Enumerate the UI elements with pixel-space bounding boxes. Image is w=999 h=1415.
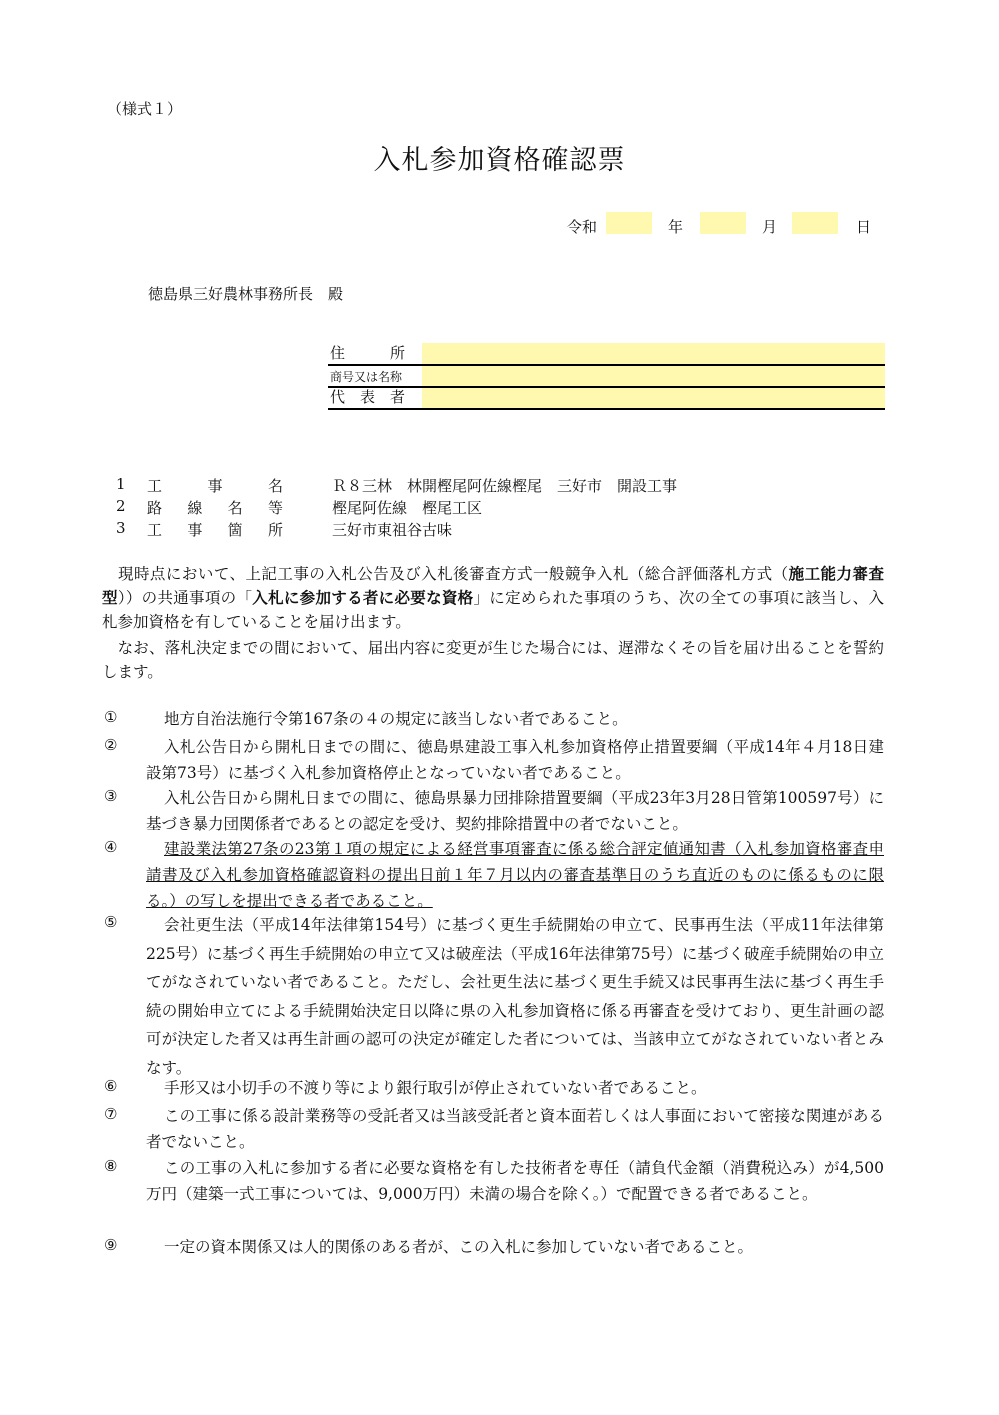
- representative-label: 代 表 者: [330, 388, 406, 406]
- company-name-field[interactable]: [422, 366, 885, 386]
- representative-row: [328, 388, 885, 410]
- date-year-field[interactable]: [606, 212, 652, 234]
- condition-text: この工事に係る設計業務等の受託者又は当該受託者と資本面若しくは人事面において密接な関連がある者でないこと。: [146, 1107, 884, 1151]
- address-label: 住 所: [330, 344, 406, 362]
- condition-number: ⑦: [104, 1105, 118, 1123]
- company-name-label: 商号又は名称: [330, 370, 403, 384]
- condition-number: ③: [104, 787, 118, 805]
- representative-field[interactable]: [422, 388, 885, 408]
- condition-number: ②: [104, 736, 118, 754]
- condition-text: 入札公告日から開札日までの間に、徳島県建設工事入札参加資格停止措置要綱（平成14年４月18日建設第73号）に基づく入札参加資格停止となっていない者であること。: [146, 738, 884, 782]
- address-row: [328, 343, 885, 366]
- project-item-number: 1: [116, 475, 126, 493]
- condition-text: 地方自治法施行令第167条の４の規定に該当しない者であること。: [164, 710, 628, 728]
- condition-number: ⑧: [104, 1157, 118, 1175]
- condition-number: ⑥: [104, 1077, 118, 1095]
- project-item-label: 工 事 箇 所: [147, 521, 283, 539]
- date-month-field[interactable]: [700, 212, 746, 234]
- date-era-label: 令和: [567, 218, 598, 236]
- form-number: （様式１）: [107, 100, 183, 118]
- project-item-number: 2: [116, 497, 126, 515]
- condition-text: 手形又は小切手の不渡り等により銀行取引が停止されていない者であること。: [164, 1079, 707, 1097]
- project-location-value: 三好市東祖谷古味: [332, 521, 453, 539]
- condition-text: 建設業法第27条の23第１項の規定による経営事項審査に係る総合評定値通知書（入札参加資格審査申請書及び入札参加資格確認資料の提出日前１年７月以内の審査基準日のうち直近のものに係るものに限る。）の写しを提出できる者であること。: [146, 840, 884, 910]
- condition-text: 会社更生法（平成14年法律第154号）に基づく更生手続開始の申立て、民事再生法（平成11年法律第225号）に基づく再生手続開始の申立て又は破産法（平成16年法律第75号）に基づく破産手続開始の申立てがなされていない者であること。ただし、会社更生法に基づく更生手続又は民事再生法に基づく再生手続の開始申立てによる手続開始決定日以降に県の入札参加資格に係る再審査を受けており、更生計画の認可が決定した者又は再生計画の認可の決定が確定した者については、当該申立てがなされていない者とみなす。: [146, 916, 884, 1077]
- address-field[interactable]: [422, 343, 885, 364]
- condition-number: ④: [104, 838, 118, 856]
- company-name-row: [328, 366, 885, 388]
- date-year-label: 年: [668, 218, 684, 236]
- route-name-value: 樫尾阿佐線 樫尾工区: [332, 499, 483, 517]
- addressee: 徳島県三好農林事務所長 殿: [148, 285, 344, 303]
- condition-text: 一定の資本関係又は人的関係のある者が、この入札に参加していない者であること。: [164, 1238, 754, 1256]
- condition-text: この工事の入札に参加する者に必要な資格を有した技術者を専任（請負代金額（消費税込み）が4,500万円（建築一式工事については、9,000万円）未満の場合を除く。）で配置できる者であること。: [146, 1159, 884, 1203]
- pledge-paragraph: なお、落札決定までの間において、届出内容に変更が生じた場合には、遅滞なくその旨を届け出ることを誓約します。: [102, 639, 884, 681]
- project-name-value: Ｒ８三林 林開樫尾阿佐線樫尾 三好市 開設工事: [332, 477, 678, 495]
- condition-number: ⑤: [104, 913, 118, 931]
- date-day-field[interactable]: [792, 212, 838, 234]
- project-item-number: 3: [116, 519, 126, 537]
- condition-number: ①: [104, 708, 118, 726]
- date-day-label: 日: [856, 218, 872, 236]
- date-month-label: 月: [762, 218, 778, 236]
- condition-text: 入札公告日から開札日までの間に、徳島県暴力団排除措置要綱（平成23年3月28日管第100597号）に基づき暴力団関係者であるとの認定を受け、契約排除措置中の者でないこと。: [146, 789, 884, 833]
- project-item-label: 路 線 名 等: [147, 499, 283, 517]
- project-item-label: 工 事 名: [147, 477, 283, 495]
- condition-number: ⑨: [104, 1236, 118, 1254]
- page-title: 入札参加資格確認票: [373, 145, 626, 176]
- declaration-paragraph: 現時点において、上記工事の入札公告及び入札後審査方式一般競争入札（総合評価落札方式（施工能力審査型））の共通事項の「入札に参加する者に必要な資格」に定められた事項のうち、次の全ての事項に該当し、入札参加資格を有していることを届け出ます。: [102, 564, 884, 631]
